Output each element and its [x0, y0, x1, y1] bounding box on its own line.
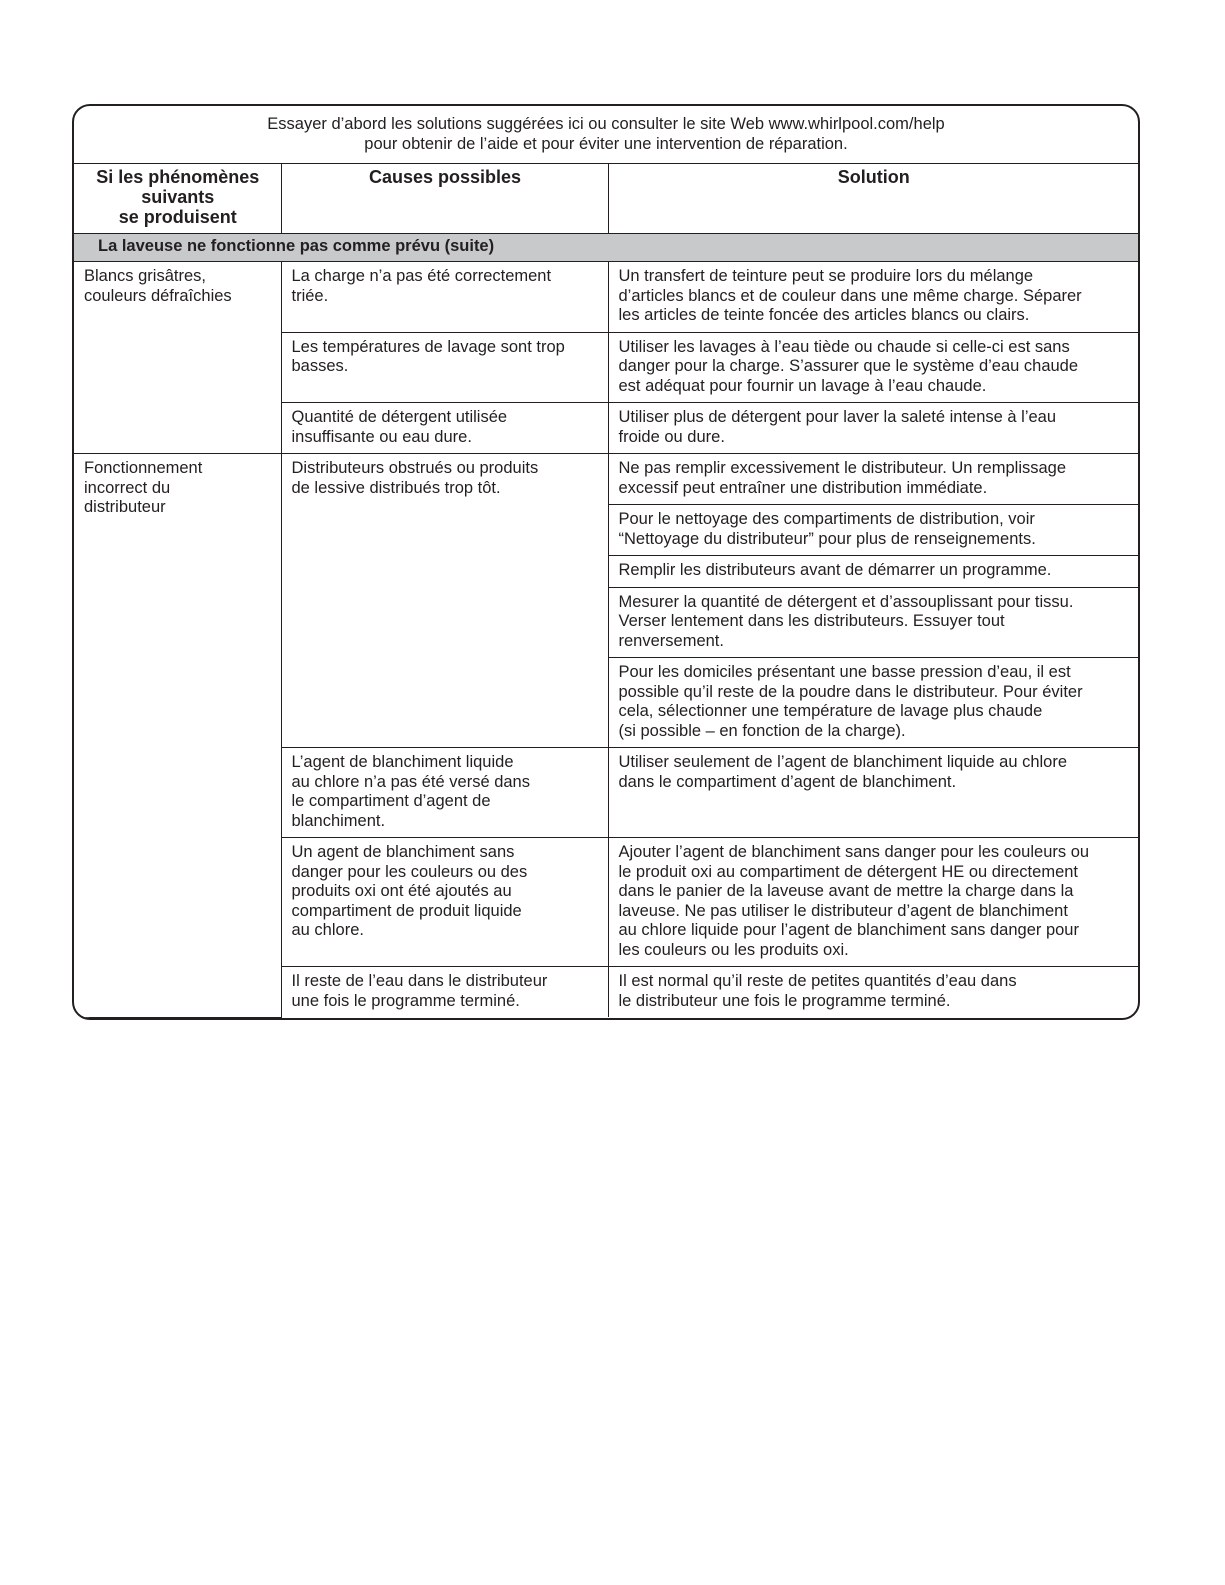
symptom-cell-line: distributeur	[84, 498, 166, 516]
solution-cell-line: le produit oxi au compartiment de détergent HE ou directement	[618, 862, 1079, 881]
cause-cell-line: de lessive distribués trop tôt.	[291, 478, 501, 497]
solution-cell	[608, 454, 1138, 505]
header-row	[74, 164, 1138, 234]
solution-cell	[608, 658, 1138, 748]
section-row	[74, 234, 1138, 262]
table-row	[74, 262, 1138, 333]
symptom-cell-line: Blancs grisâtres,	[84, 267, 206, 285]
solution-cell-line: dans le panier de la laveuse avant de mettre la charge dans la	[618, 882, 1074, 900]
header-symptom-line: Si les phénomènes	[96, 167, 260, 187]
solution-cell	[608, 587, 1138, 658]
solution-cell-line: est adéquat pour fournir un lavage à l’eau chaude.	[618, 376, 987, 395]
table-row	[74, 454, 1138, 505]
cause-cell	[281, 332, 608, 403]
cause-cell	[281, 403, 608, 454]
cause-cell	[281, 967, 608, 1018]
cause-cell-line: Quantité de détergent utilisée	[291, 408, 508, 426]
cause-cell-line: insuffisante ou eau dure.	[291, 427, 472, 446]
cause-cell-line: basses.	[291, 357, 349, 375]
solution-cell-line: Verser lentement dans les distributeurs. Essuyer tout	[618, 612, 1005, 630]
solution-cell-line: dans le compartiment d’agent de blanchiment.	[618, 772, 957, 791]
cause-cell-line: produits oxi ont été ajoutés au	[291, 882, 512, 900]
symptom-cell-line: couleurs défraîchies	[84, 286, 232, 305]
solution-cell-line: cela, sélectionner une température de lavage plus chaude	[618, 702, 1043, 720]
solution-cell-line: laveuse. Ne pas utiliser le distributeur d’agent de blanchiment	[618, 901, 1068, 920]
cause-cell-line: au chlore n’a pas été versé dans	[291, 772, 530, 791]
cause-cell	[281, 838, 608, 967]
troubleshooting-panel	[72, 104, 1140, 1020]
solution-cell	[608, 403, 1138, 454]
troubleshooting-table	[74, 164, 1138, 1018]
solution-cell	[608, 838, 1138, 967]
intro-note	[74, 106, 1138, 164]
solution-cell-line: Utiliser plus de détergent pour laver la saleté intense à l’eau	[618, 408, 1057, 426]
solution-cell-line: les couleurs ou les produits oxi.	[618, 940, 849, 959]
solution-cell-line: Il est normal qu’il reste de petites quantités d’eau dans	[618, 972, 1017, 990]
header-solution: Solution	[608, 164, 1138, 234]
cause-cell-line: Un agent de blanchiment sans	[291, 843, 515, 861]
cause-cell-line: Il reste de l’eau dans le distributeur	[291, 972, 548, 990]
solution-cell-line: le distributeur une fois le programme terminé.	[618, 991, 951, 1010]
symptom-cell-line: Fonctionnement	[84, 459, 203, 477]
solution-cell-line: Pour le nettoyage des compartiments de distribution, voir	[618, 510, 1035, 528]
cause-cell-line: Distributeurs obstrués ou produits	[291, 459, 539, 477]
solution-cell-line: Utiliser seulement de l’agent de blanchiment liquide au chlore	[618, 753, 1068, 771]
solution-cell-line: excessif peut entraîner une distribution immédiate.	[618, 478, 988, 497]
solution-cell-line: “Nettoyage du distributeur” pour plus de renseignements.	[618, 529, 1036, 548]
cause-cell	[281, 748, 608, 838]
solution-cell	[608, 262, 1138, 333]
solution-cell-line: Pour les domiciles présentant une basse pression d’eau, il est	[618, 663, 1071, 681]
intro-line-2: pour obtenir de l’aide et pour éviter une intervention de réparation.	[364, 135, 848, 153]
solution-cell-line: Un transfert de teinture peut se produire lors du mélange	[618, 267, 1034, 285]
symptom-cell	[74, 262, 281, 454]
header-symptom	[74, 164, 281, 234]
cause-cell-line: compartiment de produit liquide	[291, 901, 522, 920]
solution-cell-line: Ajouter l’agent de blanchiment sans danger pour les couleurs ou	[618, 843, 1090, 861]
cause-cell-line: La charge n’a pas été correctement	[291, 267, 552, 285]
solution-cell-line: Utiliser les lavages à l’eau tiède ou chaude si celle-ci est sans	[618, 337, 1070, 356]
cause-cell	[281, 262, 608, 333]
solution-cell-line: possible qu’il reste de la poudre dans le distributeur. Pour éviter	[618, 682, 1083, 701]
cause-cell	[281, 454, 608, 748]
header-symptom-line: suivants	[141, 187, 215, 207]
solution-cell	[608, 332, 1138, 403]
cause-cell-line: L’agent de blanchiment liquide	[291, 753, 514, 771]
solution-cell-line: d’articles blancs et de couleur dans une même charge. Séparer	[618, 286, 1082, 305]
cause-cell-line: Les températures de lavage sont trop	[291, 337, 565, 356]
cause-cell-line: triée.	[291, 286, 329, 305]
solution-cell-line: Mesurer la quantité de détergent et d’assouplissant pour tissu.	[618, 592, 1074, 611]
solution-cell	[608, 748, 1138, 838]
section-title: La laveuse ne fonctionne pas comme prévu (suite)	[74, 234, 1138, 262]
cause-cell-line: blanchiment.	[291, 811, 386, 830]
solution-cell-line: froide ou dure.	[618, 427, 725, 446]
cause-cell-line: danger pour les couleurs ou des	[291, 862, 528, 881]
intro-line-1: Essayer d’abord les solutions suggérées ici ou consulter le site Web www.whirlpool.com/help	[267, 115, 945, 133]
header-causes: Causes possibles	[281, 164, 608, 234]
header-symptom-line: se produisent	[118, 207, 237, 227]
solution-cell-line: danger pour la charge. S’assurer que le système d’eau chaude	[618, 357, 1079, 375]
solution-cell-line: Ne pas remplir excessivement le distributeur. Un remplissage	[618, 459, 1067, 477]
solution-cell-line: renversement.	[618, 631, 724, 650]
solution-cell-line: les articles de teinte foncée des articles blancs ou clairs.	[618, 306, 1030, 324]
solution-cell-line: au chlore liquide pour l’agent de blanchiment sans danger pour	[618, 921, 1079, 939]
cause-cell-line: au chlore.	[291, 921, 364, 939]
cause-cell-line: une fois le programme terminé.	[291, 991, 520, 1010]
solution-cell	[608, 967, 1138, 1018]
solution-cell	[608, 556, 1138, 588]
solution-cell	[608, 505, 1138, 556]
solution-cell-line: (si possible – en fonction de la charge).	[618, 721, 906, 740]
symptom-cell-line: incorrect du	[84, 478, 171, 497]
solution-cell-line: Remplir les distributeurs avant de démarrer un programme.	[618, 561, 1052, 579]
symptom-cell	[74, 454, 281, 1018]
cause-cell-line: le compartiment d’agent de	[291, 792, 491, 810]
